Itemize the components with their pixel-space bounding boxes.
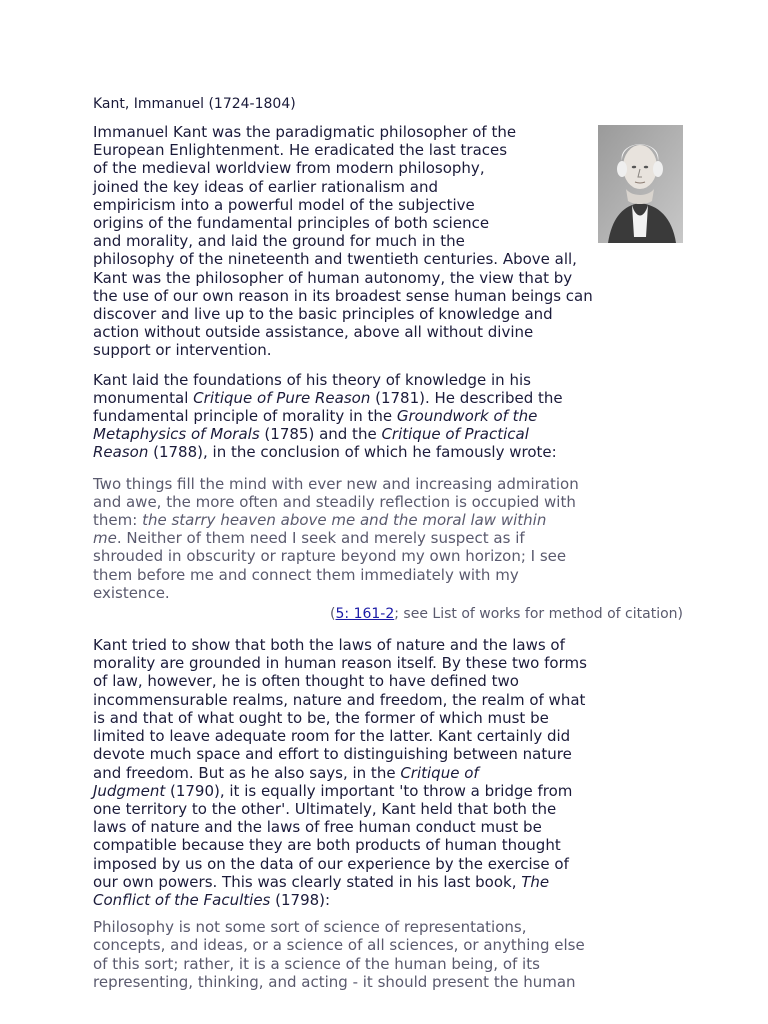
article (93, 96, 683, 991)
intro-line: Immanuel Kant was the paradigmatic philosopher of the (93, 123, 517, 141)
philosophy-quote (93, 918, 683, 991)
emphasis: the starry heaven above me and the moral law within (142, 511, 547, 530)
book-title: Judgment (93, 781, 166, 800)
paragraph-line: of law, however, he is often thought to have defined two (93, 672, 519, 691)
paragraph-line: compatible because they are both products of human thought (93, 836, 561, 855)
quote-line (93, 511, 683, 529)
intro-line: philosophy of the nineteenth and twentieth centuries. Above all, (93, 250, 577, 269)
intro-line: the use of our own reason in its broadest sense human beings can (93, 286, 593, 305)
citation (93, 606, 683, 623)
quote-line: existence. (93, 583, 170, 602)
text-run: our own powers. This was clearly stated in his last book, (93, 872, 522, 891)
intro-line: support or intervention. (93, 341, 272, 360)
article-title: Kant, Immanuel (1724-1804) (93, 96, 296, 112)
intro-line: joined the key ideas of earlier rationalism and (93, 177, 438, 196)
intro-line: European Enlightenment. He eradicated the last traces (93, 141, 508, 160)
paragraph-line: is and that of what ought to be, the former of which must be (93, 708, 549, 727)
portrait-image (598, 125, 683, 243)
paragraph-line: devote much space and effort to distinguishing between nature (93, 745, 572, 764)
intro-line: and morality, and laid the ground for much in the (93, 232, 465, 251)
book-title: Groundwork of the (396, 407, 538, 426)
quote-line: Two things fill the mind with ever new and increasing admiration (93, 474, 579, 493)
book-title: The (521, 872, 550, 891)
quote-line: and awe, the more often and steadily reflection is occupied with (93, 492, 576, 511)
book-title: Critique of Practical (381, 425, 529, 444)
paragraph-line (93, 389, 683, 407)
quote-line: shrouded in obscurity or rapture beyond my own horizon; I see (93, 547, 567, 566)
quote-line: representing, thinking, and acting - it should present the human (93, 972, 576, 991)
paragraph-line: Kant laid the foundations of his theory of knowledge in his (93, 370, 531, 389)
paragraph-line: limited to leave adequate room for the latter. Kant certainly did (93, 727, 571, 746)
paragraph-line: laws of nature and the laws of free human conduct must be (93, 818, 542, 837)
text-run: and freedom. But as he also says, in the (93, 763, 401, 782)
laws-paragraph (93, 636, 683, 909)
citation-link[interactable]: 5: 161-2 (335, 606, 395, 623)
paragraph-line (93, 764, 683, 782)
intro-line: action without outside assistance, above all without divine (93, 323, 534, 342)
intro-line: discover and live up to the basic principles of knowledge and (93, 305, 553, 324)
paragraph-line (93, 891, 683, 909)
emphasis: me (93, 529, 117, 548)
paragraph-line (93, 443, 683, 461)
citation-text: ; see List of works for method of citation) (394, 606, 683, 623)
text-run: fundamental principle of morality in the (93, 407, 397, 426)
paragraph-line: one territory to the other'. Ultimately, Kant held that both the (93, 799, 557, 818)
starry-heaven-quote (93, 475, 683, 602)
text-run: monumental (93, 388, 194, 407)
quote-line: concepts, and ideas, or a science of all sciences, or anything else (93, 936, 585, 955)
quote-line: of this sort; rather, it is a science of the human being, of its (93, 954, 540, 973)
text-run: . Neither of them need I seek and merely suspect as if (116, 529, 525, 548)
text-run: (1790), it is equally important 'to throw a bridge from (165, 781, 573, 800)
text-run: (1785) and the (259, 425, 382, 444)
paragraph-line (93, 425, 683, 443)
paragraph-line: Kant tried to show that both the laws of nature and the laws of (93, 636, 565, 655)
intro-line: empiricism into a powerful model of the subjective (93, 195, 475, 214)
intro-line: Kant was the philosopher of human autonomy, the view that by (93, 268, 573, 287)
quote-line (93, 529, 683, 547)
intro-line: origins of the fundamental principles of both science (93, 214, 490, 233)
book-title: Critique of (400, 763, 479, 782)
paragraph-line: incommensurable realms, nature and freedom, the realm of what (93, 690, 586, 709)
quote-line: Philosophy is not some sort of science of representations, (93, 918, 527, 937)
paragraph-line (93, 782, 683, 800)
citation-open: ( (330, 606, 336, 623)
book-title: Conflict of the Faculties (93, 890, 271, 909)
paragraph-line: imposed by us on the data of our experience by the exercise of (93, 854, 569, 873)
quote-line: them before me and connect them immediately with my (93, 565, 519, 584)
paragraph-line: morality are grounded in human reason itself. By these two forms (93, 654, 587, 673)
text-run: (1781). He described the (370, 388, 563, 407)
paragraph-line (93, 407, 683, 425)
paragraph-line (93, 873, 683, 891)
intro-line: of the medieval worldview from modern philosophy, (93, 159, 485, 178)
book-title: Metaphysics of Morals (93, 425, 260, 444)
kant-portrait (598, 125, 683, 243)
text-run: (1798): (270, 890, 331, 909)
text-run: (1788), in the conclusion of which he famously wrote: (148, 443, 557, 462)
book-title: Reason (93, 443, 149, 462)
critique-paragraph (93, 371, 683, 462)
intro-paragraph (93, 123, 683, 360)
text-run: them: (93, 511, 143, 530)
book-title: Critique of Pure Reason (193, 388, 371, 407)
